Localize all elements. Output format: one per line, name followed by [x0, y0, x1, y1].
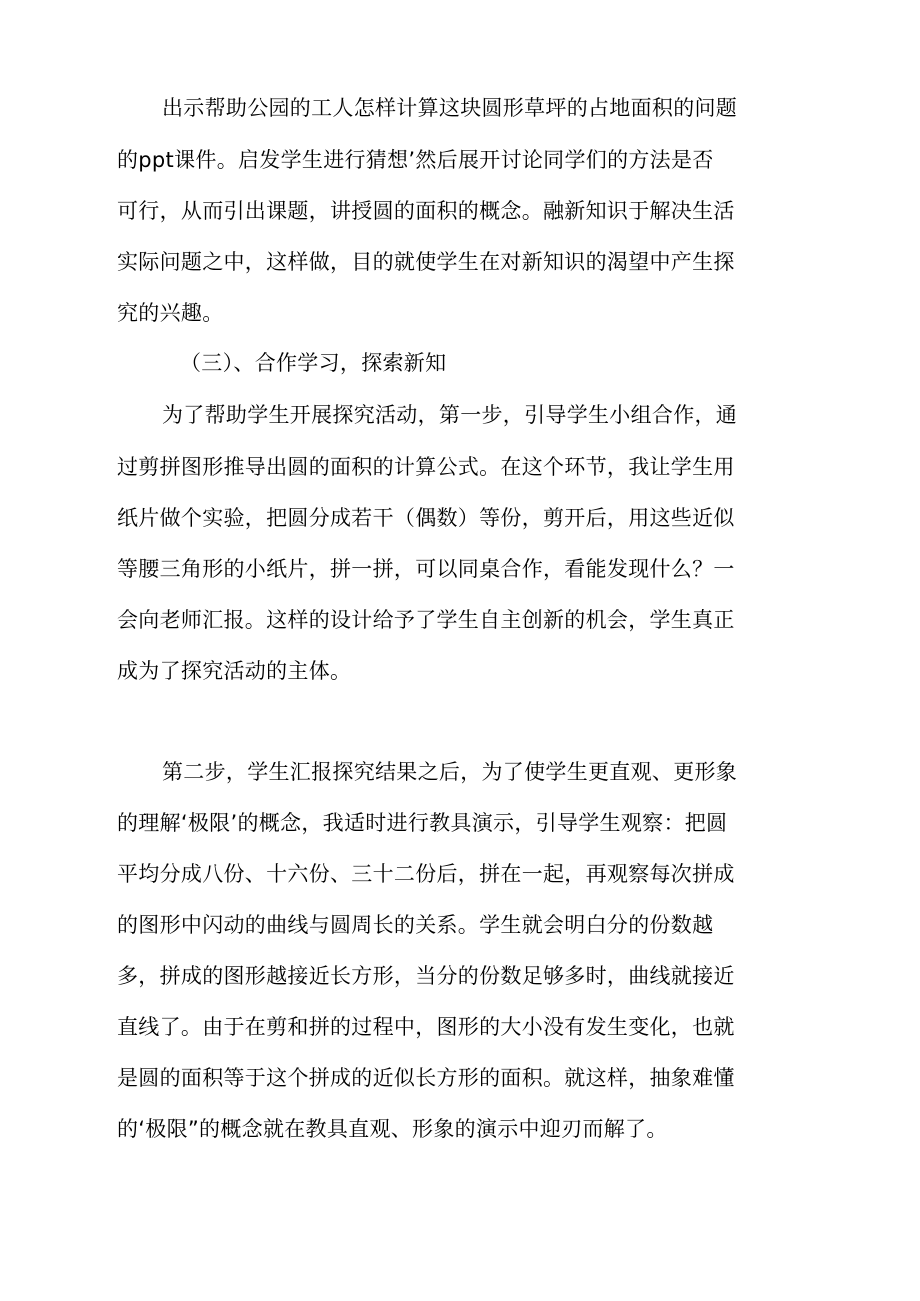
paragraph-3-line-8: 的‘极限”的概念就在教具直观、形象的演示中迎刃而解了。 — [117, 1117, 668, 1141]
paragraph-2-line-5: 会向老师汇报。这样的设计给予了学生自主创新的机会，学生真正 — [117, 608, 735, 632]
paragraph-3-line-3: 平均分成八份、十六份、三十二份后，拼在一起，再观察每次拼成 — [117, 862, 735, 886]
paragraph-2-line-3: 纸片做个实验，把圆分成若干（偶数）等份，剪开后，用这些近似 — [117, 506, 735, 530]
paragraph-1-line-5: 究的兴趣。 — [117, 301, 224, 325]
paragraph-3-line-4: 的图形中闪动的曲线与圆周长的关系。学生就会明白分的份数越 — [117, 913, 714, 937]
paragraph-1-line-4: 实际问题之中，这样做，目的就使学生在对新知识的渴望中产生探 — [117, 250, 735, 274]
paragraph-3-line-2: 的理解‘极限’的概念，我适时进行教具演示，引导学生观察：把圆 — [117, 811, 728, 835]
paragraph-1-line-3: 可行，从而引出课题，讲授圆的面积的概念。融新知识于解决生活 — [117, 199, 735, 223]
paragraph-3-line-5: 多，拼成的图形越接近长方形，当分的份数足够多时，曲线就接近 — [117, 964, 735, 988]
paragraph-2-line-6: 成为了探究活动的主体。 — [117, 659, 352, 683]
paragraph-1-line-2: 的ppt课件。启发学生进行猜想’然后展开讨论同学们的方法是否 — [117, 148, 714, 172]
paragraph-2-line-4: 等腰三角形的小纸片，拼一拼，可以同桌合作，看能发现什么？一 — [117, 557, 735, 581]
paragraph-2-line-2: 过剪拼图形推导出圆的面积的计算公式。在这个环节，我让学生用 — [117, 455, 735, 479]
paragraph-3-line-7: 是圆的面积等于这个拼成的近似长方形的面积。就这样，抽象难懂 — [117, 1066, 735, 1090]
section-heading: （三）、合作学习，探索新知 — [180, 351, 447, 375]
paragraph-2-line-1: 为了帮助学生开展探究活动，第一步，引导学生小组合作，通 — [162, 403, 738, 427]
paragraph-3-line-6: 直线了。由于在剪和拼的过程中，图形的大小没有发生变化，也就 — [117, 1015, 735, 1039]
paragraph-1-line-1: 出示帮助公园的工人怎样计算这块圆形草坪的占地面积的问题 — [162, 96, 738, 120]
paragraph-3-line-1: 第二步，学生汇报探究结果之后，为了使学生更直观、更形象 — [162, 760, 738, 784]
